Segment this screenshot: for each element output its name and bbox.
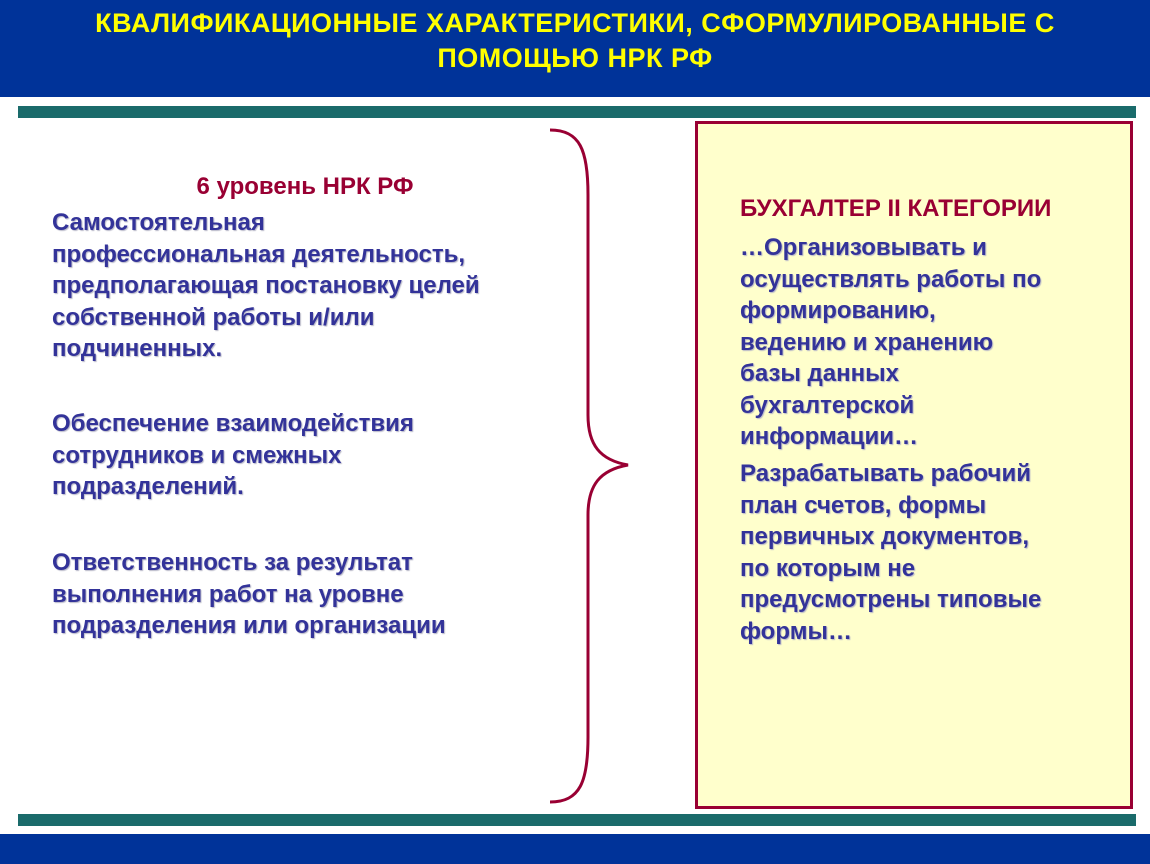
text-line: бухгалтерской: [740, 391, 915, 419]
left-paragraph: [52, 207, 582, 365]
text-line: подразделений.: [52, 473, 244, 500]
text-line: план счетов, формы: [740, 491, 987, 519]
right-paragraph: [740, 232, 1120, 453]
text-line: осуществлять работы по: [740, 265, 1042, 293]
slide-title-line-1: КВАЛИФИКАЦИОННЫЕ ХАРАКТЕРИСТИКИ, СФОРМУЛИРОВАННЫЕ С: [95, 8, 1055, 38]
text-line: информации…: [740, 423, 918, 450]
header-bar: [0, 0, 1150, 97]
curly-brace-icon: [540, 125, 640, 810]
left-paragraph: [52, 408, 582, 503]
text-line: выполнения работ на уровне: [52, 580, 404, 608]
slide-title: [20, 6, 1130, 76]
footer-bar: [0, 834, 1150, 864]
text-line: формированию,: [740, 297, 936, 324]
top-divider: [18, 106, 1136, 118]
right-heading: БУХГАЛТЕР II КАТЕГОРИИ: [740, 195, 1052, 222]
bottom-divider: [18, 814, 1136, 826]
text-line: предполагающая постановку целей: [52, 272, 480, 299]
text-line: Самостоятельная: [52, 209, 265, 236]
text-line: первичных документов,: [740, 523, 1030, 550]
text-line: подразделения или организации: [52, 612, 446, 639]
text-line: подчиненных.: [52, 335, 223, 362]
text-line: Ответственность за результат: [52, 549, 413, 576]
text-line: собственной работы и/или: [52, 303, 375, 331]
text-line: сотрудников и смежных: [52, 441, 342, 469]
left-paragraph: [52, 547, 582, 642]
text-line: формы…: [740, 617, 852, 645]
left-heading: 6 уровень НРК РФ: [196, 173, 414, 200]
text-line: по которым не: [740, 554, 916, 582]
text-line: …Организовывать и: [740, 234, 987, 261]
text-line: Обеспечение взаимодействия: [52, 410, 414, 437]
text-line: базы данных: [740, 360, 899, 387]
text-line: профессиональная деятельность,: [52, 240, 466, 268]
text-line: Разрабатывать рабочий: [740, 460, 1031, 487]
right-paragraph: [740, 458, 1120, 647]
slide-title-line-2: ПОМОЩЬЮ НРК РФ: [437, 43, 713, 73]
text-line: ведению и хранению: [740, 328, 994, 356]
text-line: предусмотрены типовые: [740, 586, 1042, 613]
